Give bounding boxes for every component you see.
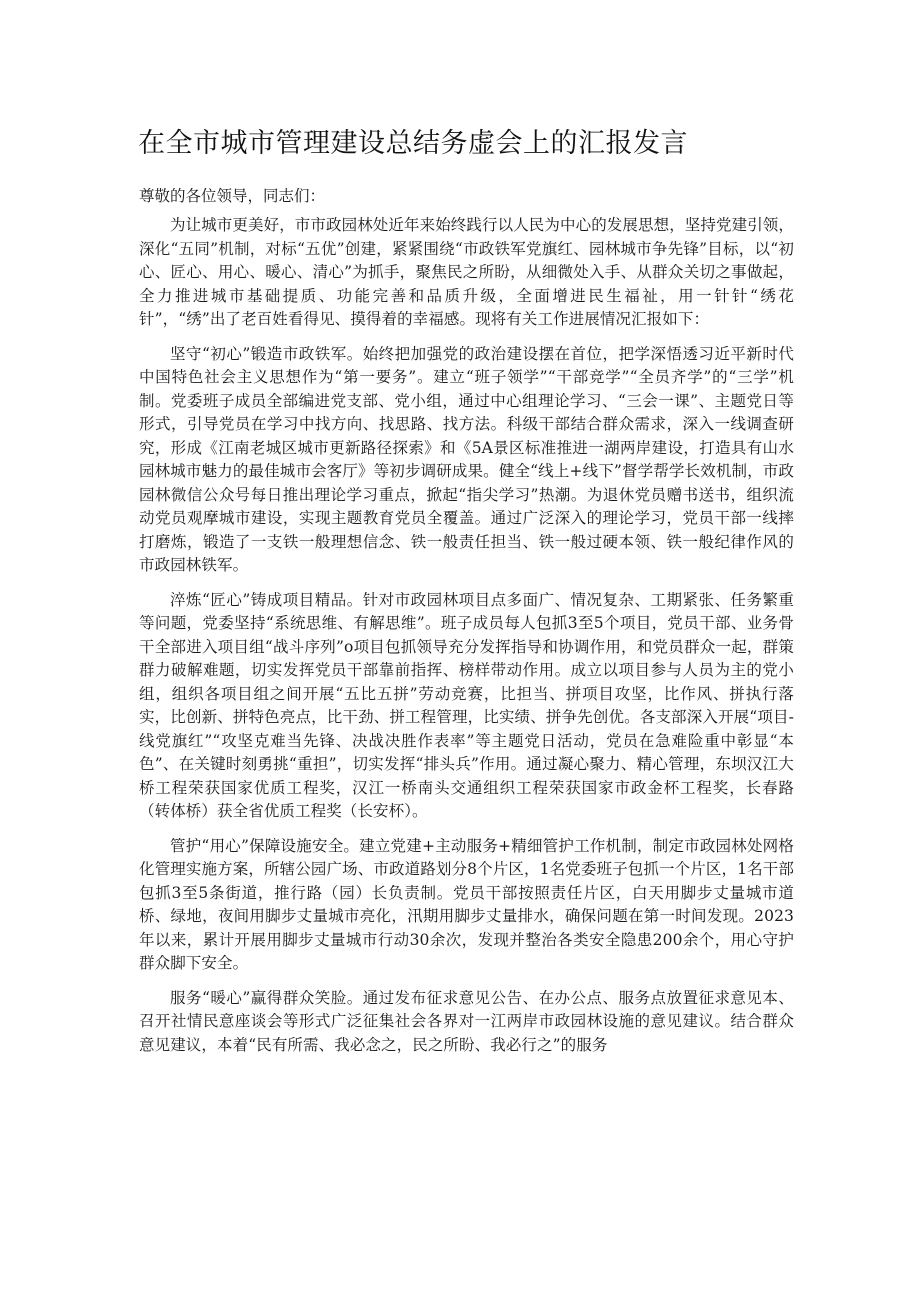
salutation: 尊敬的各位领导，同志们： [139,187,326,205]
paragraph-yongxin: 管护“用心”保障设施安全。建立党建+主动服务+精细管护工作机制，制定市政园林处网格化管理实施方案，所辖公园广场、市政道路划分8个片区，1名党委班子包抓一个片区，1名干部包抓3至5条街道，推行路（园）长负责制。党员干部按照责任片区，白天用脚步丈量城市道桥、绿地，夜间用脚步丈量城市亮化，汛期用脚步丈量排水，确保问题在第一时间发现。2023年以来，累计开展用脚步丈量城市行动30余次，发现并整治各类安全隐患200余个，用心守护群众脚下安全。 [139,836,794,972]
paragraph-nuanxin: 服务“暖心”赢得群众笑脸。通过发布征求意见公告、在办公点、服务点放置征求意见本、召开社情民意座谈会等形式广泛征集社会各界对一江两岸市政园林设施的意见建议。结合群众意见建议，本着“民有所需、我必念之，民之所盼、我必行之”的服务 [139,988,794,1054]
paragraph-jiangxin: 淬炼“匠心”铸成项目精品。针对市政园林项目点多面广、情况复杂、工期紧张、任务繁重等问题，党委坚持“系统思维、有解思维”。班子成员每人包抓3至5个项目，党员干部、业务骨干全部进入项目组“战斗序列”o项目包抓领导充分发挥指导和协调作用，和党员群众一起，群策群力破解难题，切实发挥党员干部靠前指挥、榜样带动作用。成立以项目参与人员为主的党小组，组织各项目组之间开展“五比五拼”劳动竞赛，比担当、拼项目攻坚，比作风、拼执行落实，比创新、拼特色亮点，比干劲、拼工程管理，比实绩、拼争先创优。各支部深入开展“项目-线党旗红”“攻坚克难当先锋、决战决胜作表率”等主题党日活动，党员在急难险重中彰显“本色”、在关键时刻勇挑“重担”，切实发挥“排头兵”作用。通过凝心聚力、精心管理，东坝汉江大桥工程荣获国家优质工程奖，汉江一桥南头交通组织工程荣获国家市政金杯工程奖，长春路（转体桥）获全省优质工程奖（长安杯）。 [139,590,794,820]
document-body [139,214,794,1068]
paragraph-chuxin: 坚守“初心”锻造市政铁军。始终把加强党的政治建设摆在首位，把学深悟透习近平新时代中国特色社会主义思想作为“第一要务”。建立“班子领学”“干部竞学”“全员齐学”的“三学”机制。党委班子成员全部编进党支部、党小组，通过中心组理论学习、“三会一课”、主题党日等形式，引导党员在学习中找方向、找思路、找方法。科级干部结合群众需求，深入一线调查研究，形成《江南老城区城市更新路径探索》和《5A景区标准推进一湖两岸建设，打造具有山水园林城市魅力的最佳城市会客厅》等初步调研成果。健全“线上+线下”督学帮学长效机制，市政园林微信公众号每日推出理论学习重点，掀起“指尖学习”热潮。为退休党员赠书送书，组织流动党员观摩城市建设，实现主题教育党员全覆盖。通过广泛深入的理论学习，党员干部一线摔打磨炼，锻造了一支铁一般理想信念、铁一般责任担当、铁一般过硬本领、铁一般纪律作风的市政园林铁军。 [139,344,794,574]
document-title: 在全市城市管理建设总结务虚会上的汇报发言 [138,128,688,159]
paragraph-intro: 为让城市更美好，市市政园林处近年来始终践行以人民为中心的发展思想，坚持党建引领，深化“五同”机制，对标“五优”创建，紧紧围绕“市政铁军党旗红、园林城市争先锋”目标，以“初心、匠心、用心、暖心、清心”为抓手，聚焦民之所盼，从细微处入手、从群众关切之事做起，全力推进城市基础提质、功能完善和品质升级，全面增进民生福祉，用一针针“绣花针”，“绣”出了老百姓看得见、摸得着的幸福感。现将有关工作进展情况汇报如下： [139,216,795,328]
